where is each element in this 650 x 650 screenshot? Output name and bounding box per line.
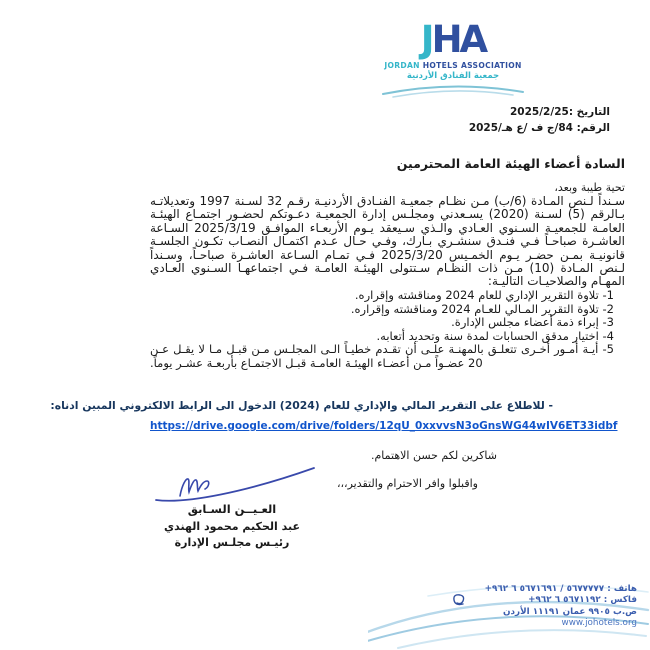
logo-name-arabic: جمعية الفنادق الأردنية	[406, 71, 500, 81]
footer-website[interactable]: www.johotels.org	[561, 618, 637, 629]
date-line: التاريخ :2025/2/25	[510, 106, 610, 118]
letter-meta	[469, 104, 610, 136]
signature-block	[143, 502, 321, 549]
list-item: 1- تلاوة التقرير الإداري للعام 2024 ومناقشته وإقراره.	[354, 288, 614, 302]
thanks-line: شاكرين لكم حسن الاهتمام.	[370, 449, 497, 462]
greeting: تحية طيبة وبعد،	[554, 181, 625, 194]
jha-logo-letters-ha: HA	[431, 18, 486, 61]
reference-number-line: الرقم: 84/ج ف /ع هـ/2025	[468, 122, 610, 134]
list-item: 5- أيـة أمـور أخـرى تتعلـق بالمهنـة علـى أن تقـدم خطيـاً الـى المجلـس مـن قبـل مـا لا يقـل عـن 20 عضـواً مـن أعضـاء الهيئـة العامـة قبـل الاجتمـاع بأربعـة عشـر يوماً.	[150, 342, 614, 370]
salutation: السادة أعضاء الهيئة العامة المحترمين	[396, 156, 625, 171]
logo-waves-icon	[379, 82, 527, 98]
logo-name-hotels-association: HOTELS ASSOCIATION	[419, 61, 522, 70]
drive-folder-link[interactable]: https://drive.google.com/drive/folders/12qU_0xxvvsN3oGnsWG44wIV6ET33idbf	[150, 420, 618, 432]
signer-role: رئيـس مجلـس الإدارة	[174, 536, 290, 549]
logo-name-english	[378, 61, 528, 70]
list-item: 2- تلاوة التقرير المـالي للعـام 2024 ومناقشته وإقراره.	[350, 301, 614, 316]
logo-name-jordan: JORDAN	[384, 61, 420, 70]
closing-line: واقبلوا وافر الاحترام والتقدير،،،	[336, 477, 478, 490]
agenda-list	[150, 289, 614, 370]
body-paragraph: سـنداً لـنص المـادة (6/ب) مـن نظـام جمعيـة الفنـادق الأردنيـة رقـم 32 لسـنة 1997 وتعديلاتـه بـالرقم (5) لسـنة (2020) يسـعدني ومجلـس إدارة الجمعيـة دعـوتكم لحضـور اجتمـاع الهيئـة العامـة للجمعيـة السـنوي العـادي والـذي سـيعقد يـوم الأربعـاء الموافـق 2025/3/19 السـاعة العاشـرة صباحـاً فـي فنـدق سنشـري بـارك، وفـي حـال عـدم اكتمـال النصـاب تكـون الجلسـة قانونيـة بمـن حضـر يـوم الخمـيس 2025/3/20 فـي تمـام السـاعة العاشـرة صباحـاً، وسـنداً لـنص المـادة (10) مـن ذات النظـام سـتتولى الهيئـة العامـة فـي اجتماعهـا السـنوي العـادي المهـام والصلاحيـات التاليـة:	[150, 194, 626, 289]
footer-contact	[485, 584, 637, 630]
jha-logo-acronym	[378, 20, 528, 60]
signer-name: عبد الحكيم محمود الهندي	[164, 520, 300, 533]
report-access-note: - للاطلاع على التقرير المالي والإداري للعام (2024) الدخول الى الرابط الالكتروني المبين ادناه:	[50, 399, 553, 412]
jha-logo-letter-j: J	[420, 18, 432, 61]
signer-title: العـيــن السـابق	[187, 502, 277, 516]
swirl-icon	[450, 592, 468, 610]
jha-logo	[378, 20, 528, 102]
list-item: 4- اختيار مدقق الحسابات لمدة سنة وتحديد أتعابه.	[376, 328, 614, 343]
footer-phone: هاتف : ٥٦٧٧٧٧٧ / ٥٦٧١٦٩١ ٦ ٩٦٢+	[484, 584, 637, 594]
footer-fax: فاكس : ٥٦٧١١٩٢ ٦ ٩٦٢+	[528, 595, 637, 606]
footer-pobox: ص.ب ٩٩٠٥ عمان ١١١٩١ الأردن	[503, 606, 637, 617]
list-item: 3- إبراء ذمة أعضاء مجلس الإدارة.	[451, 315, 614, 329]
